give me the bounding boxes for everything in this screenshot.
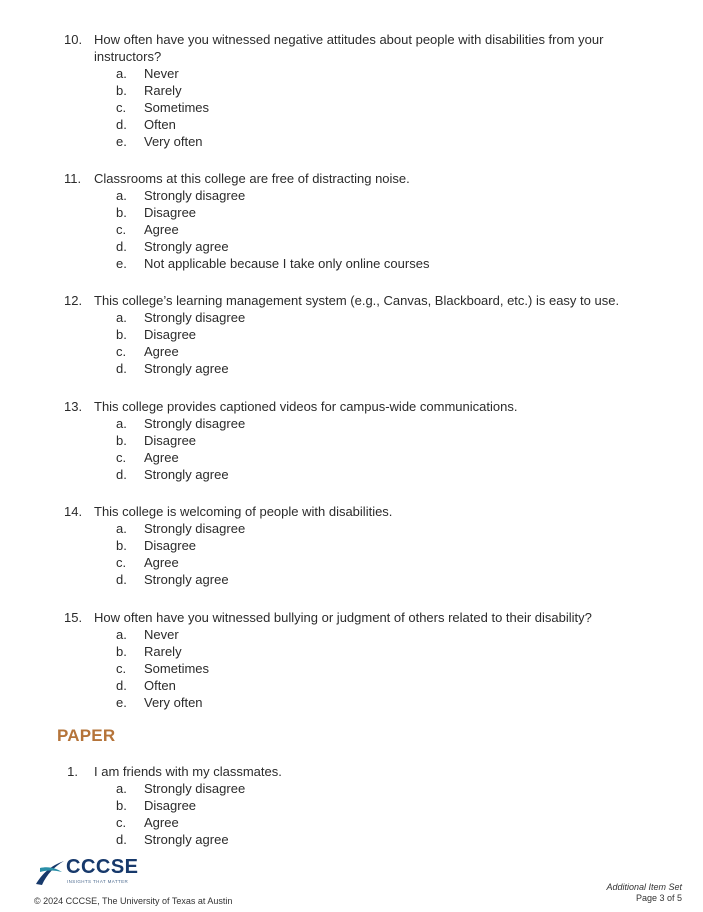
option-label: Strongly disagree bbox=[144, 521, 246, 536]
question-text: I am friends with my classmates. bbox=[94, 764, 282, 779]
option-letter: e. bbox=[116, 256, 127, 271]
question-number: 10. bbox=[64, 32, 83, 47]
option-label: Strongly disagree bbox=[144, 310, 246, 325]
option-letter: b. bbox=[116, 644, 127, 659]
answer-option bbox=[64, 694, 624, 711]
copyright-notice: © 2024 CCCSE, The University of Texas at Austin bbox=[34, 896, 233, 906]
option-letter: a. bbox=[116, 310, 127, 325]
option-label: Very often bbox=[144, 134, 203, 149]
option-label: Disagree bbox=[144, 327, 197, 342]
cccse-swoosh-icon bbox=[34, 858, 68, 888]
cccse-logo bbox=[34, 858, 144, 888]
answer-options bbox=[64, 780, 624, 848]
option-letter: a. bbox=[116, 188, 127, 203]
option-letter: d. bbox=[116, 832, 127, 847]
option-letter: c. bbox=[116, 344, 127, 359]
answer-options bbox=[64, 309, 664, 377]
option-letter: d. bbox=[116, 361, 127, 376]
option-letter: b. bbox=[116, 433, 127, 448]
answer-option bbox=[64, 133, 624, 150]
answer-option bbox=[64, 432, 624, 449]
logo-wordmark: CCCSE bbox=[66, 856, 139, 878]
question-text: This college is welcoming of people with disabilities. bbox=[94, 504, 393, 519]
answer-option bbox=[64, 797, 624, 814]
answer-option bbox=[64, 660, 624, 677]
question-number: 15. bbox=[64, 610, 83, 625]
answer-option bbox=[64, 82, 624, 99]
answer-option bbox=[64, 571, 624, 588]
question-14 bbox=[64, 503, 624, 588]
question-11 bbox=[64, 170, 624, 272]
option-label: Strongly disagree bbox=[144, 781, 246, 796]
answer-options bbox=[64, 187, 624, 272]
option-letter: c. bbox=[116, 661, 127, 676]
option-letter: a. bbox=[116, 521, 127, 536]
question-number: 13. bbox=[64, 399, 83, 414]
question-text: This college provides captioned videos for campus-wide communications. bbox=[94, 399, 518, 414]
option-label: Very often bbox=[144, 695, 203, 710]
option-label: Strongly agree bbox=[144, 832, 229, 847]
option-letter: e. bbox=[116, 134, 127, 149]
option-letter: d. bbox=[116, 239, 127, 254]
option-label: Agree bbox=[144, 222, 179, 237]
answer-option bbox=[64, 99, 624, 116]
option-letter: c. bbox=[116, 100, 127, 115]
question-number: 12. bbox=[64, 293, 83, 308]
answer-option bbox=[64, 537, 624, 554]
question-13 bbox=[64, 398, 624, 483]
answer-option bbox=[64, 343, 664, 360]
answer-option bbox=[64, 187, 624, 204]
option-letter: a. bbox=[116, 627, 127, 642]
option-letter: a. bbox=[116, 66, 127, 81]
question-10 bbox=[64, 31, 624, 150]
question-15 bbox=[64, 609, 624, 711]
option-label: Often bbox=[144, 117, 176, 132]
option-label: Never bbox=[144, 627, 179, 642]
question-number: 11. bbox=[64, 171, 82, 186]
question-text: Classrooms at this college are free of distracting noise. bbox=[94, 171, 410, 186]
answer-option bbox=[64, 554, 624, 571]
answer-option bbox=[64, 204, 624, 221]
option-label: Disagree bbox=[144, 538, 197, 553]
option-letter: a. bbox=[116, 416, 127, 431]
answer-option bbox=[64, 677, 624, 694]
question-number: 1. bbox=[67, 764, 78, 779]
option-label: Agree bbox=[144, 450, 179, 465]
option-label: Rarely bbox=[144, 83, 182, 98]
question-number: 14. bbox=[64, 504, 83, 519]
answer-option bbox=[64, 255, 624, 272]
option-letter: b. bbox=[116, 538, 127, 553]
option-label: Rarely bbox=[144, 644, 182, 659]
option-label: Sometimes bbox=[144, 100, 210, 115]
option-label: Strongly agree bbox=[144, 239, 229, 254]
option-label: Disagree bbox=[144, 433, 197, 448]
option-label: Never bbox=[144, 66, 179, 81]
option-letter: b. bbox=[116, 205, 127, 220]
option-label: Sometimes bbox=[144, 661, 210, 676]
section-heading: PAPER bbox=[57, 726, 116, 745]
answer-options bbox=[64, 65, 624, 150]
option-letter: c. bbox=[116, 222, 127, 237]
answer-option bbox=[64, 449, 624, 466]
option-label: Strongly disagree bbox=[144, 416, 246, 431]
question-12 bbox=[64, 292, 664, 377]
answer-option bbox=[64, 814, 624, 831]
option-letter: b. bbox=[116, 327, 127, 342]
logo-tagline: INSIGHTS THAT MATTER bbox=[67, 879, 129, 884]
answer-option bbox=[64, 831, 624, 848]
option-letter: d. bbox=[116, 572, 127, 587]
option-letter: a. bbox=[116, 781, 127, 796]
option-label: Disagree bbox=[144, 798, 197, 813]
answer-option bbox=[64, 221, 624, 238]
answer-option bbox=[64, 415, 624, 432]
option-label: Strongly disagree bbox=[144, 188, 246, 203]
option-label: Strongly agree bbox=[144, 572, 229, 587]
answer-option bbox=[64, 520, 624, 537]
answer-option bbox=[64, 626, 624, 643]
answer-option bbox=[64, 780, 624, 797]
option-letter: b. bbox=[116, 83, 127, 98]
question-text: How often have you witnessed negative attitudes about people with disabilities from your instructors? bbox=[94, 32, 604, 64]
item-set-name: Additional Item Set bbox=[606, 882, 682, 892]
option-letter: d. bbox=[116, 467, 127, 482]
option-letter: c. bbox=[116, 555, 127, 570]
option-label: Strongly agree bbox=[144, 361, 229, 376]
option-label: Not applicable because I take only online courses bbox=[144, 256, 430, 271]
option-letter: d. bbox=[116, 117, 127, 132]
paper-question-1 bbox=[64, 763, 624, 848]
option-label: Disagree bbox=[144, 205, 197, 220]
option-label: Strongly agree bbox=[144, 467, 229, 482]
answer-option bbox=[64, 360, 664, 377]
option-letter: c. bbox=[116, 450, 127, 465]
answer-option bbox=[64, 309, 664, 326]
question-text: How often have you witnessed bullying or judgment of others related to their disability? bbox=[94, 610, 592, 625]
answer-option bbox=[64, 643, 624, 660]
question-text: This college’s learning management system (e.g., Canvas, Blackboard, etc.) is easy to use. bbox=[94, 293, 620, 308]
page-number: Page 3 of 5 bbox=[635, 893, 682, 903]
answer-option bbox=[64, 466, 624, 483]
option-label: Agree bbox=[144, 815, 179, 830]
option-letter: d. bbox=[116, 678, 127, 693]
option-letter: b. bbox=[116, 798, 127, 813]
option-letter: e. bbox=[116, 695, 127, 710]
answer-options bbox=[64, 520, 624, 588]
answer-option bbox=[64, 326, 664, 343]
answer-option bbox=[64, 116, 624, 133]
option-label: Agree bbox=[144, 555, 179, 570]
answer-options bbox=[64, 415, 624, 483]
option-label: Agree bbox=[144, 344, 179, 359]
page-info bbox=[606, 882, 682, 904]
answer-option bbox=[64, 65, 624, 82]
option-letter: c. bbox=[116, 815, 127, 830]
option-label: Often bbox=[144, 678, 176, 693]
answer-option bbox=[64, 238, 624, 255]
answer-options bbox=[64, 626, 624, 711]
